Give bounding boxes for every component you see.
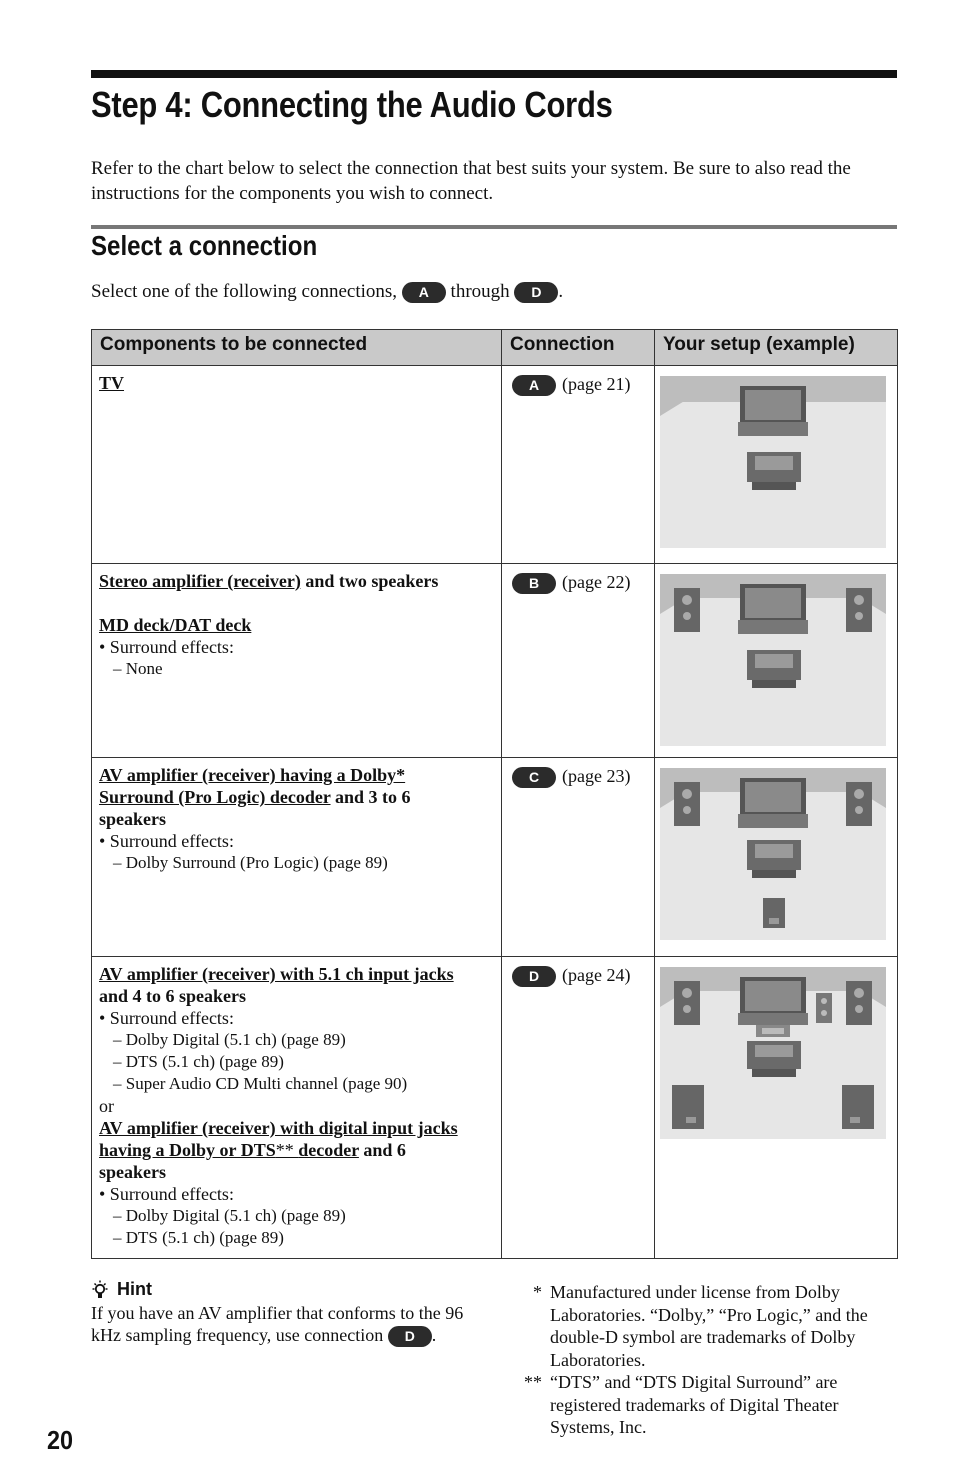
connection-cell [502,758,655,957]
effects-label: • Surround effects: [99,637,234,657]
connection-badge-d: D [514,282,558,303]
connection-badge: C [512,767,556,788]
effect-item: – Dolby Digital (5.1 ch) (page 89) [113,1030,346,1049]
connection-badge-a: A [402,282,446,303]
table-row [92,366,898,564]
intro-paragraph: Refer to the chart below to select the connection that best suits your system. Be sure to also read the instructions for the components you wish to connect. [91,158,851,204]
component-stereo-amplifier: Stereo amplifier (receiver) [99,571,301,591]
components-cell [92,957,502,1259]
component-decoder-part2: decoder [298,1140,359,1160]
section-title: Select a connection [91,230,318,261]
connection-badge-d: D [388,1326,432,1347]
setup-illustration-pro-logic [660,768,886,940]
setup-illustration-tv [660,376,886,548]
component-decoder-part1: having a Dolby or DTS [99,1140,276,1160]
header-connection: Connection [502,330,655,366]
connection-table [91,329,898,1259]
component-speakers: and 4 to 6 speakers [99,986,247,1006]
effect-item: – Dolby Digital (5.1 ch) (page 89) [113,1206,346,1225]
page-reference: (page 22) [562,572,631,592]
hint-end: . [431,1325,437,1345]
setup-illustration-stereo [660,574,886,746]
table-row [92,758,898,957]
component-av-amplifier-line1: AV amplifier (receiver) having a Dolby* [99,765,406,785]
lightbulb-icon [91,1280,109,1300]
connection-badge: B [512,573,556,594]
select-text-pre: Select one of the following connections, [91,281,398,302]
or-text: or [99,1096,114,1116]
connection-cell [502,957,655,1259]
components-cell [92,564,502,758]
footnote-text: Manufactured under license from Dolby Laboratories. “Dolby,” “Pro Logic,” and the double-D symbol are trademarks of Dolby Laboratories. [550,1282,868,1370]
select-instruction [91,279,563,304]
table-row [92,564,898,758]
page-reference: (page 24) [562,965,631,985]
component-decoder-mark: ** [275,1140,299,1160]
hint-text [91,1302,491,1347]
title-rule [91,70,897,78]
footnote-mark: * [533,1282,542,1302]
setup-cell [655,758,898,957]
effect-item: – Dolby Surround (Pro Logic) (page 89) [113,853,388,872]
page-reference: (page 23) [562,766,631,786]
effects-label: • Surround effects: [99,831,234,851]
hint-body: If you have an AV amplifier that conforms to the 96 kHz sampling frequency, use connection [91,1303,464,1345]
component-av-amplifier-line3: speakers [99,809,166,829]
connection-cell [502,564,655,758]
effects-label: • Surround effects: [99,1008,234,1028]
setup-cell [655,957,898,1259]
components-cell [92,366,502,564]
table-header-row [92,330,898,366]
footnotes [508,1281,898,1439]
setup-cell [655,564,898,758]
connection-cell [502,366,655,564]
components-cell [92,758,502,957]
effect-item: – None [113,659,163,678]
footnote [508,1371,898,1439]
component-av-amplifier-51: AV amplifier (receiver) with 5.1 ch input jacks [99,964,454,984]
connection-badge: D [512,966,556,987]
component-suffix: and two speakers [300,571,439,591]
page-reference: (page 21) [562,374,631,394]
component-speakers: speakers [99,1162,166,1182]
setup-illustration-51ch [660,967,886,1139]
footnote-mark: ** [524,1372,542,1392]
setup-cell [655,366,898,564]
page-title: Step 4: Connecting the Audio Cords [91,84,613,125]
component-av-amplifier-line2: Surround (Pro Logic) decoder [99,787,331,807]
header-setup: Your setup (example) [655,330,898,366]
effect-item: – Super Audio CD Multi channel (page 90) [113,1074,408,1093]
page-number: 20 [47,1425,74,1455]
select-text-end: . [558,281,564,302]
component-suffix: and 3 to 6 [330,787,411,807]
header-components: Components to be connected [92,330,502,366]
select-text-mid: through [450,281,510,302]
component-av-amplifier-digital: AV amplifier (receiver) with digital input jacks [99,1118,458,1138]
hint-heading [91,1279,152,1300]
component-tv: TV [99,373,125,393]
footnote [508,1281,898,1371]
table-row [92,957,898,1259]
component-md-deck: MD deck/DAT deck [99,615,252,635]
connection-badge: A [512,375,556,396]
section-rule [91,225,897,229]
effect-item: – DTS (5.1 ch) (page 89) [113,1052,284,1071]
component-suffix: and 6 [358,1140,406,1160]
effect-item: – DTS (5.1 ch) (page 89) [113,1228,284,1247]
hint-title: Hint [117,1279,152,1299]
effects-label: • Surround effects: [99,1184,234,1204]
footnote-text: “DTS” and “DTS Digital Surround” are registered trademarks of Digital Theater Systems, Inc. [550,1372,839,1437]
